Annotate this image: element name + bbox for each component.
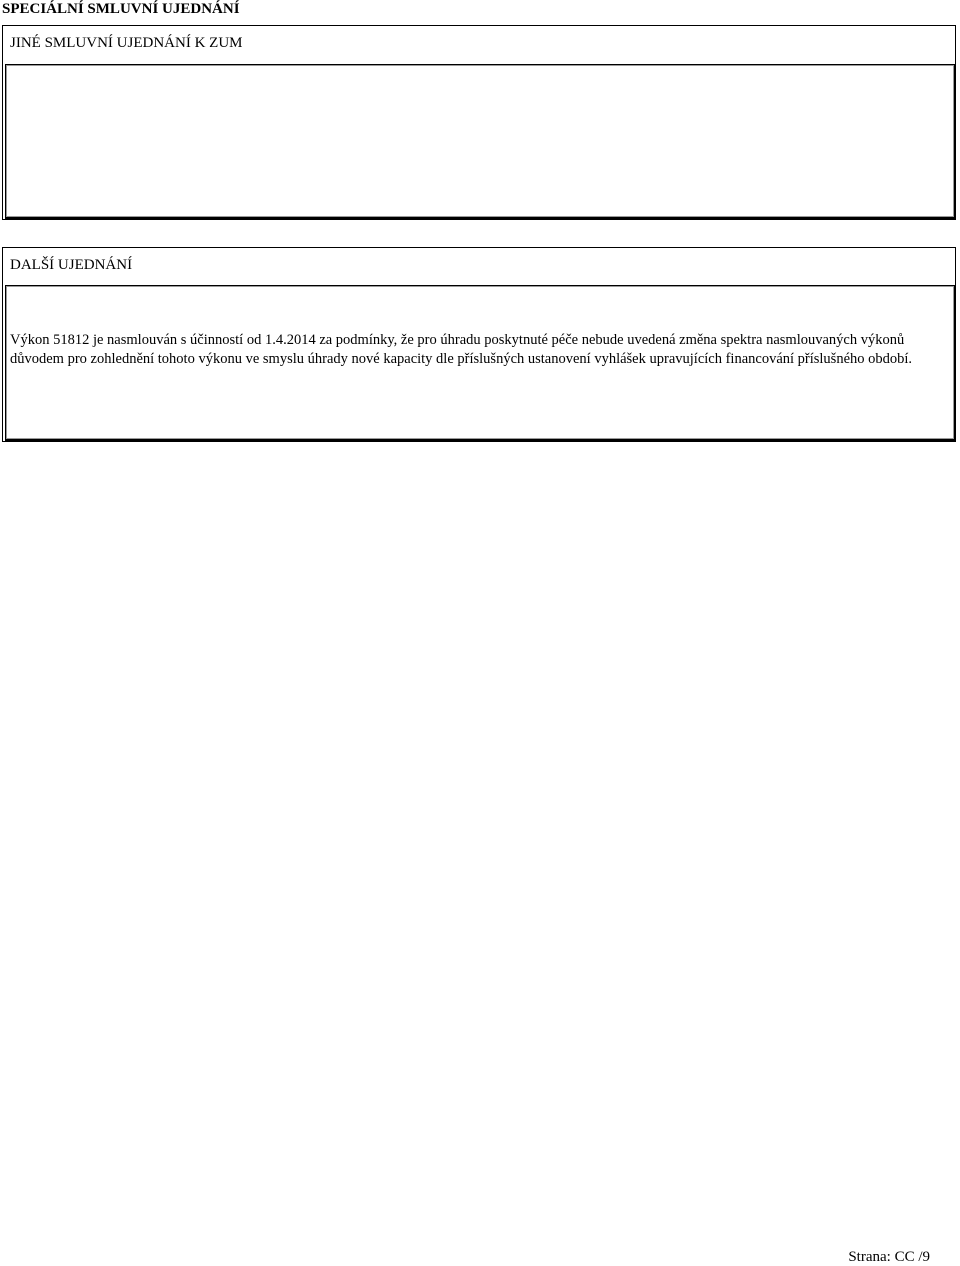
section-other-agreements-title: JINÉ SMLUVNÍ UJEDNÁNÍ K ZUM	[10, 35, 243, 51]
section-other-agreements-body	[5, 64, 955, 219]
section-other-agreements	[2, 25, 956, 220]
page-title: SPECIÁLNÍ SMLUVNÍ UJEDNÁNÍ	[2, 1, 240, 17]
page-number: Strana: CC /9	[848, 1249, 930, 1265]
section-further-agreements-text: Výkon 51812 je nasmlouván s účinností od 1.4.2014 za podmínky, že pro úhradu poskytnuté péče nebude uvedená změna spektra nasmlouvaných výkonů důvodem pro zohlednění tohoto výkonu ve smyslu úhrady nové kapacity dle příslušných ustanovení vyhlášek upravujících financování příslušného období.	[10, 332, 913, 367]
section-further-agreements-title: DALŠÍ UJEDNÁNÍ	[10, 257, 133, 273]
section-further-agreements	[2, 247, 956, 442]
section-further-agreements-body	[5, 285, 955, 441]
